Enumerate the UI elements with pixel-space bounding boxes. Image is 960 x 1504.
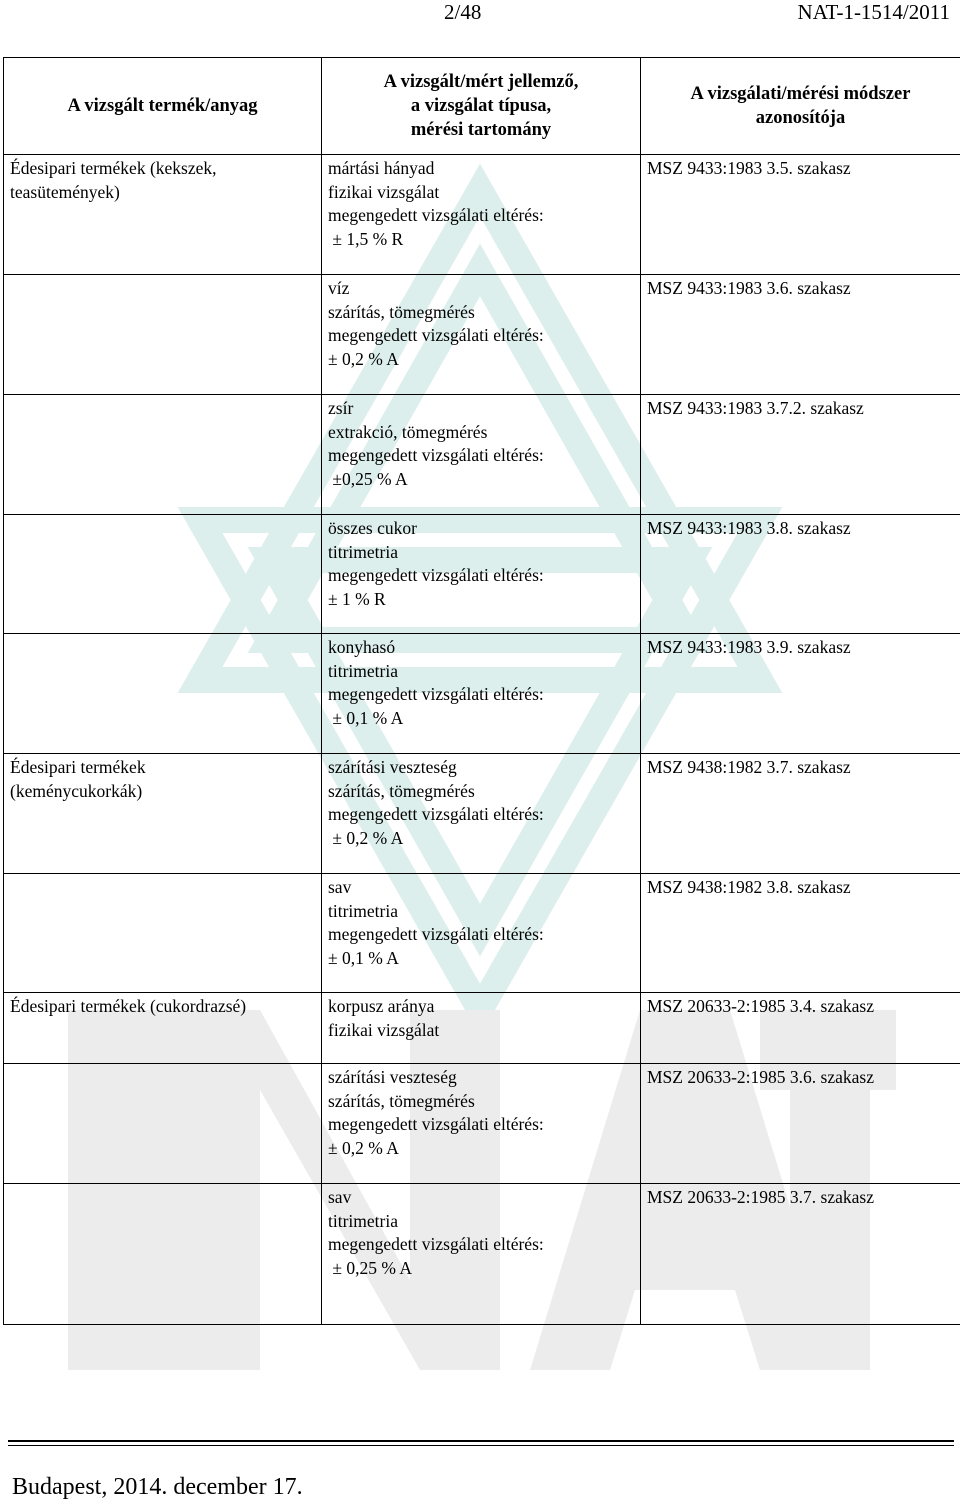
product-cell xyxy=(4,395,322,515)
method-cell: MSZ 9433:1983 3.8. szakasz xyxy=(641,515,960,634)
property-cell: szárítási veszteség szárítás, tömegmérés megengedett vizsgálati eltérés: ± 0,2 % A xyxy=(322,1064,641,1184)
product-cell xyxy=(4,874,322,993)
method-cell: MSZ 9433:1983 3.9. szakasz xyxy=(641,634,960,754)
page-number: 2/48 xyxy=(444,0,482,24)
table-row xyxy=(4,275,960,395)
footer-divider-thin xyxy=(8,1445,954,1446)
table-header-row xyxy=(4,58,960,155)
method-cell: MSZ 9438:1982 3.8. szakasz xyxy=(641,874,960,993)
table-row xyxy=(4,1184,960,1325)
product-cell xyxy=(4,1064,322,1184)
table-row xyxy=(4,874,960,993)
table-row xyxy=(4,395,960,515)
property-cell: zsír extrakció, tömegmérés megengedett vizsgálati eltérés: ±0,25 % A xyxy=(322,395,641,515)
column-header-property: A vizsgált/mért jellemző, a vizsgálat típusa, mérési tartomány xyxy=(322,58,641,155)
accreditation-table xyxy=(3,57,960,1325)
product-cell xyxy=(4,634,322,754)
property-cell: mártási hányad fizikai vizsgálat megengedett vizsgálati eltérés: ± 1,5 % R xyxy=(322,155,641,275)
table-row xyxy=(4,754,960,874)
table-row xyxy=(4,155,960,275)
table-row xyxy=(4,993,960,1064)
product-cell xyxy=(4,1184,322,1325)
page-header xyxy=(0,0,960,30)
product-cell: Édesipari termékek (kekszek, teasütemények) xyxy=(4,155,322,275)
property-cell: konyhasó titrimetria megengedett vizsgálati eltérés: ± 0,1 % A xyxy=(322,634,641,754)
watermark-text: NAT xyxy=(478,1229,482,1231)
property-cell: sav titrimetria megengedett vizsgálati eltérés: ± 0,1 % A xyxy=(322,874,641,993)
product-cell: Édesipari termékek (cukordrazsé) xyxy=(4,993,322,1064)
column-header-method: A vizsgálati/mérési módszer azonosítója xyxy=(641,58,960,155)
method-cell: MSZ 9433:1983 3.5. szakasz xyxy=(641,155,960,275)
footer-divider xyxy=(8,1440,954,1442)
footer-place-date: Budapest, 2014. december 17. xyxy=(12,1474,303,1500)
product-cell xyxy=(4,275,322,395)
table-row xyxy=(4,634,960,754)
table-row xyxy=(4,1064,960,1184)
property-cell: szárítási veszteség szárítás, tömegmérés megengedett vizsgálati eltérés: ± 0,2 % A xyxy=(322,754,641,874)
method-cell: MSZ 9433:1983 3.7.2. szakasz xyxy=(641,395,960,515)
product-cell: Édesipari termékek (keménycukorkák) xyxy=(4,754,322,874)
property-cell: korpusz aránya fizikai vizsgálat xyxy=(322,993,641,1064)
column-header-product: A vizsgált termék/anyag xyxy=(4,58,322,155)
method-cell: MSZ 9438:1982 3.7. szakasz xyxy=(641,754,960,874)
property-cell: összes cukor titrimetria megengedett vizsgálati eltérés: ± 1 % R xyxy=(322,515,641,634)
property-cell: víz szárítás, tömegmérés megengedett vizsgálati eltérés: ± 0,2 % A xyxy=(322,275,641,395)
method-cell: MSZ 9433:1983 3.6. szakasz xyxy=(641,275,960,395)
table-row xyxy=(4,515,960,634)
property-cell: sav titrimetria megengedett vizsgálati eltérés: ± 0,25 % A xyxy=(322,1184,641,1325)
method-cell: MSZ 20633-2:1985 3.7. szakasz xyxy=(641,1184,960,1325)
product-cell xyxy=(4,515,322,634)
document-id: NAT-1-1514/2011 xyxy=(797,0,950,24)
method-cell: MSZ 20633-2:1985 3.6. szakasz xyxy=(641,1064,960,1184)
method-cell: MSZ 20633-2:1985 3.4. szakasz xyxy=(641,993,960,1064)
